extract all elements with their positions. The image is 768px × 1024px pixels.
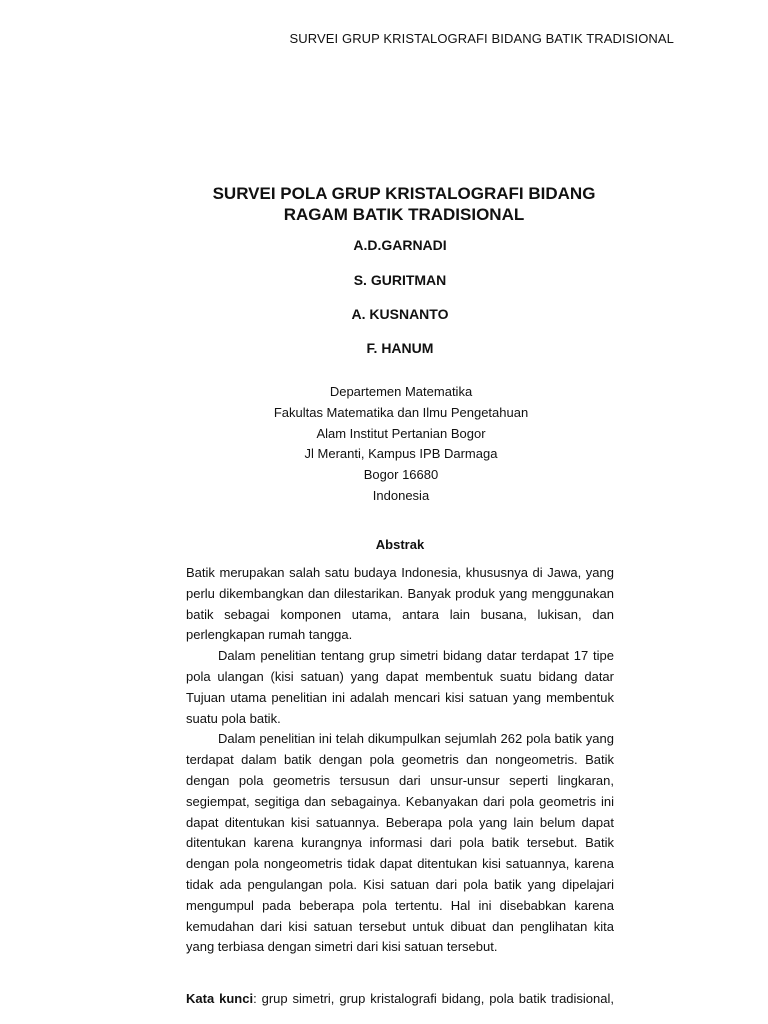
abstract-paragraph: Dalam penelitian ini telah dikumpulkan sejumlah 262 pola batik yang terdapat dalam batik dengan pola geometris dan nongeometris. Batik dengan pola geometris tersusun dari unsur-unsur seperti lingkaran, segiempat, segitiga dan sebagainya. Kebanyakan dari pola geometris ini dapat ditentukan kisi satuannya. Beberapa pola yang lain belum dapat ditentukan karena kurangnya informasi dari pola batik tersebut. Batik dengan pola nongeometris tidak dapat ditentukan kisi satuannya, karena tidak ada pengulangan pola. Kisi satuan dari pola batik yang dipelajari mengumpul pada beberapa pola tertentu. Hal ini disebabkan karena kemudahan dari kisi satuan tersebut untuk dibuat dan penglihatan kita yang terbiasa dengan simetri dari kisi satuan tersebut. bbox=[186, 731, 614, 955]
author-name: S. GURITMAN bbox=[353, 272, 447, 288]
author-name: A. KUSNANTO bbox=[351, 306, 449, 322]
affiliation-line: Alam Institut Pertanian Bogor bbox=[316, 425, 486, 441]
affiliation-line: Jl Meranti, Kampus IPB Darmaga bbox=[304, 446, 498, 462]
paper-title-line-2: RAGAM BATIK TRADISIONAL bbox=[283, 205, 525, 224]
affiliation-line: Fakultas Matematika dan Ilmu Pengetahuan bbox=[273, 404, 529, 420]
paper-title-line-1: SURVEI POLA GRUP KRISTALOGRAFI BIDANG bbox=[212, 184, 596, 203]
paper-title bbox=[0, 183, 768, 225]
keywords-text: : grup simetri, grup kristalografi bidang, pola batik tradisional, bbox=[253, 991, 614, 1006]
keywords-label: Kata kunci bbox=[186, 991, 254, 1006]
abstract-heading: Abstrak bbox=[375, 537, 425, 552]
affiliation-line: Bogor 16680 bbox=[363, 467, 439, 483]
author-name: F. HANUM bbox=[366, 340, 434, 356]
affiliation-line: Departemen Matematika bbox=[329, 384, 473, 399]
abstract-body bbox=[186, 563, 614, 958]
running-head: SURVEI GRUP KRISTALOGRAFI BIDANG BATIK TRADISIONAL bbox=[289, 31, 674, 46]
affiliation-block bbox=[0, 382, 768, 507]
abstract-paragraph: Batik merupakan salah satu budaya Indonesia, khususnya di Jawa, yang perlu dikembangkan dan dilestarikan. Banyak produk yang menggunakan batik sebagai komponen utama, antara lain busana, lukisan, dan perlengkapan rumah tangga. bbox=[186, 565, 614, 643]
affiliation-line: Indonesia bbox=[372, 487, 430, 503]
keywords-line bbox=[186, 989, 614, 1010]
author-name: A.D.GARNADI bbox=[353, 237, 447, 253]
abstract-paragraph: Dalam penelitian tentang grup simetri bidang datar terdapat 17 tipe pola ulangan (kisi satuan) yang dapat membentuk suatu bidang datar Tujuan utama penelitian ini adalah mencari kisi satuan yang membentuk suatu pola batik. bbox=[186, 648, 614, 726]
